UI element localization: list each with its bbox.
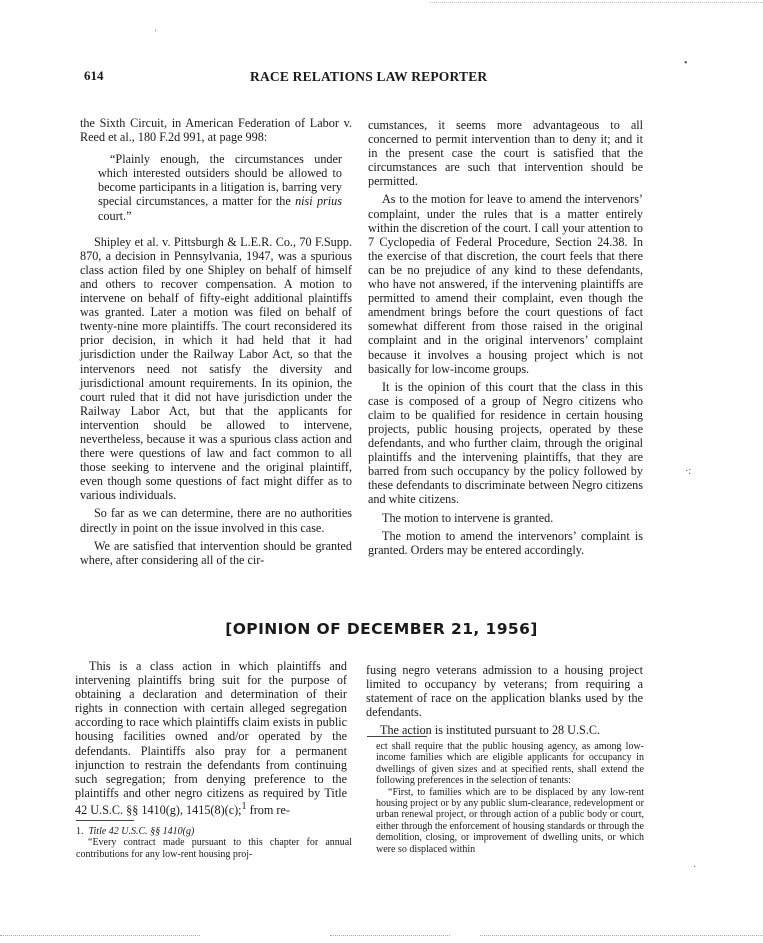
scan-speck: • [684, 58, 688, 69]
paragraph: As to the motion for leave to amend the intervenors’ complaint, under the rules that is a matter entirely within the discretion of the court. I call your attention to 7 Cyclopedia of Federal Procedure, Section 24.38. In the exercise of that discretion, the court feels that there can be no prejudice of any kind to these defendants, who have not answered, if the intervening plaintiffs are permitted to amend their complaint, even though the amendment brings before the court questions of fact somewhat different from those raised in the original complaint and in the original intervenors’ complaint because it involves a housing project which is not basically for low-income groups. [368, 192, 643, 376]
footnote-title: Title 42 U.S.C. §§ 1410(g) [88, 826, 195, 837]
scan-speck: · [693, 862, 697, 873]
scan-edge-dots [430, 2, 763, 3]
running-head: RACE RELATIONS LAW REPORTER [250, 69, 488, 84]
block-quote: “Plainly enough, the circumstances under which interested outsiders should be allowed to become participants in a litigation is, barring very special circumstances, a matter for the nisi prius court.” [98, 152, 342, 223]
paragraph: the Sixth Circuit, in American Federation of Labor v. Reed et al., 180 F.2d 991, at page 998: [80, 116, 352, 145]
scan-speck: ·: [685, 466, 692, 477]
paragraph: It is the opinion of this court that the class in this case is composed of a group of Negro citizens who claim to be qualified for residence in certain housing projects, public housing projects, operated by these defendants, and who further claim, through the original plaintiffs and the intervening plaintiffs, that they are barred from such occupancy by the policy followed by these defendants to discriminate between Negro citizens and white citizens. [368, 379, 643, 507]
paragraph: cumstances, it seems more advantageous to all concerned to permit intervention than to deny it; and it in the present case the court is satisfied that the circumstances are such that intervention should be permitted. [368, 118, 643, 189]
paragraph: The motion to intervene is granted. [382, 510, 554, 525]
paragraph: Shipley et al. v. Pittsburgh & L.E.R. Co., 70 F.Supp. 870, a decision in Pennsylvania, 1947, was a spurious class action filed by one Shipley on behalf of himself and others to recover compensation. A motion to intervene on behalf of fifty-eight additional plaintiffs was granted. Later a motion was filed on behalf of twenty-nine more plaintiffs. The court reconsidered its prior decision, in which it had held that it had jurisdiction under the Railway Labor Act, so that the intervenors need not satisfy the diversity and jurisdictional amount requirements. In its opinion, the court ruled that it did not have jurisdiction under the Railway Labor Act, but that the applicants for intervention should be allowed to intervene, nevertheless, because it was a spurious class action and there were questions of law and fact common to all those seeking to intervene and the original plaintiff, even though some questions of fact might differ as to various individuals. [80, 234, 352, 503]
column-right-bottom [366, 663, 643, 737]
footnote-label: 1. [76, 826, 84, 837]
paragraph: The action is instituted pursuant to 28 U.S.C. [380, 723, 601, 738]
opinion-heading: [OPINION OF DECEMBER 21, 1956] [225, 620, 538, 638]
footnote-text: ect shall require that the public housing agency, as among low-income families which are eligible applicants for occupancy in dwellings of given sizes and at specified rents, shall extend the following preferences in the selection of tenants: [376, 741, 644, 787]
paragraph: The motion to amend the intervenors’ complaint is granted. Orders may be entered accordingly. [368, 528, 643, 557]
column-left-top [80, 116, 352, 567]
page-number: 614 [84, 68, 104, 83]
footnote-text: “First, to families which are to be displaced by any low-rent housing project or by any public slum-clearance, redevelopment or urban renewal project, or through action of a public body or court, either through the enforcement of housing standards or through the demolition, closing, or improvement of dwelling units, or which were so displaced within [376, 786, 644, 855]
column-right-top [368, 118, 643, 557]
footnote-left [76, 826, 352, 860]
column-left-bottom [75, 659, 347, 817]
footnote-rule [367, 736, 427, 737]
scan-edge-dots [330, 935, 450, 936]
scan-edge-dots [0, 935, 200, 936]
footnote-text: “Every contract made pursuant to this chapter for annual contributions for any low-rent housing proj- [76, 837, 352, 860]
footnote-rule [76, 820, 134, 821]
footnote-right [376, 741, 644, 855]
paragraph: This is a class action in which plaintiffs and intervening plaintiffs bring suit for the purpose of obtaining a declaration and determination of their rights in connection with certain alleged segregation according to race which plaintiffs claim exists in public housing facilities owned and/or operated by the defendants. Plaintiffs also pray for a permanent injunction to restrain the defendants from continuing such segregation; from denying preference to the plaintiffs and other negro citizens as required by Title 42 U.S.C. §§ 1410(g), 1415(8)(c);$^1$ from re- [75, 659, 347, 817]
scan-edge-dots [480, 935, 763, 936]
italic-term: nisi prius [295, 194, 342, 209]
scan-speck: ' [155, 28, 157, 37]
paragraph: So far as we can determine, there are no authorities directly in point on the issue involved in this case. [80, 506, 352, 535]
paragraph: We are satisfied that intervention should be granted where, after considering all of the cir- [80, 538, 352, 567]
footnote-reference: 1 [241, 800, 247, 812]
paragraph: fusing negro veterans admission to a housing project limited to occupancy by veterans; from requiring a statement of race on the application blanks used by the defendants. [366, 663, 643, 720]
